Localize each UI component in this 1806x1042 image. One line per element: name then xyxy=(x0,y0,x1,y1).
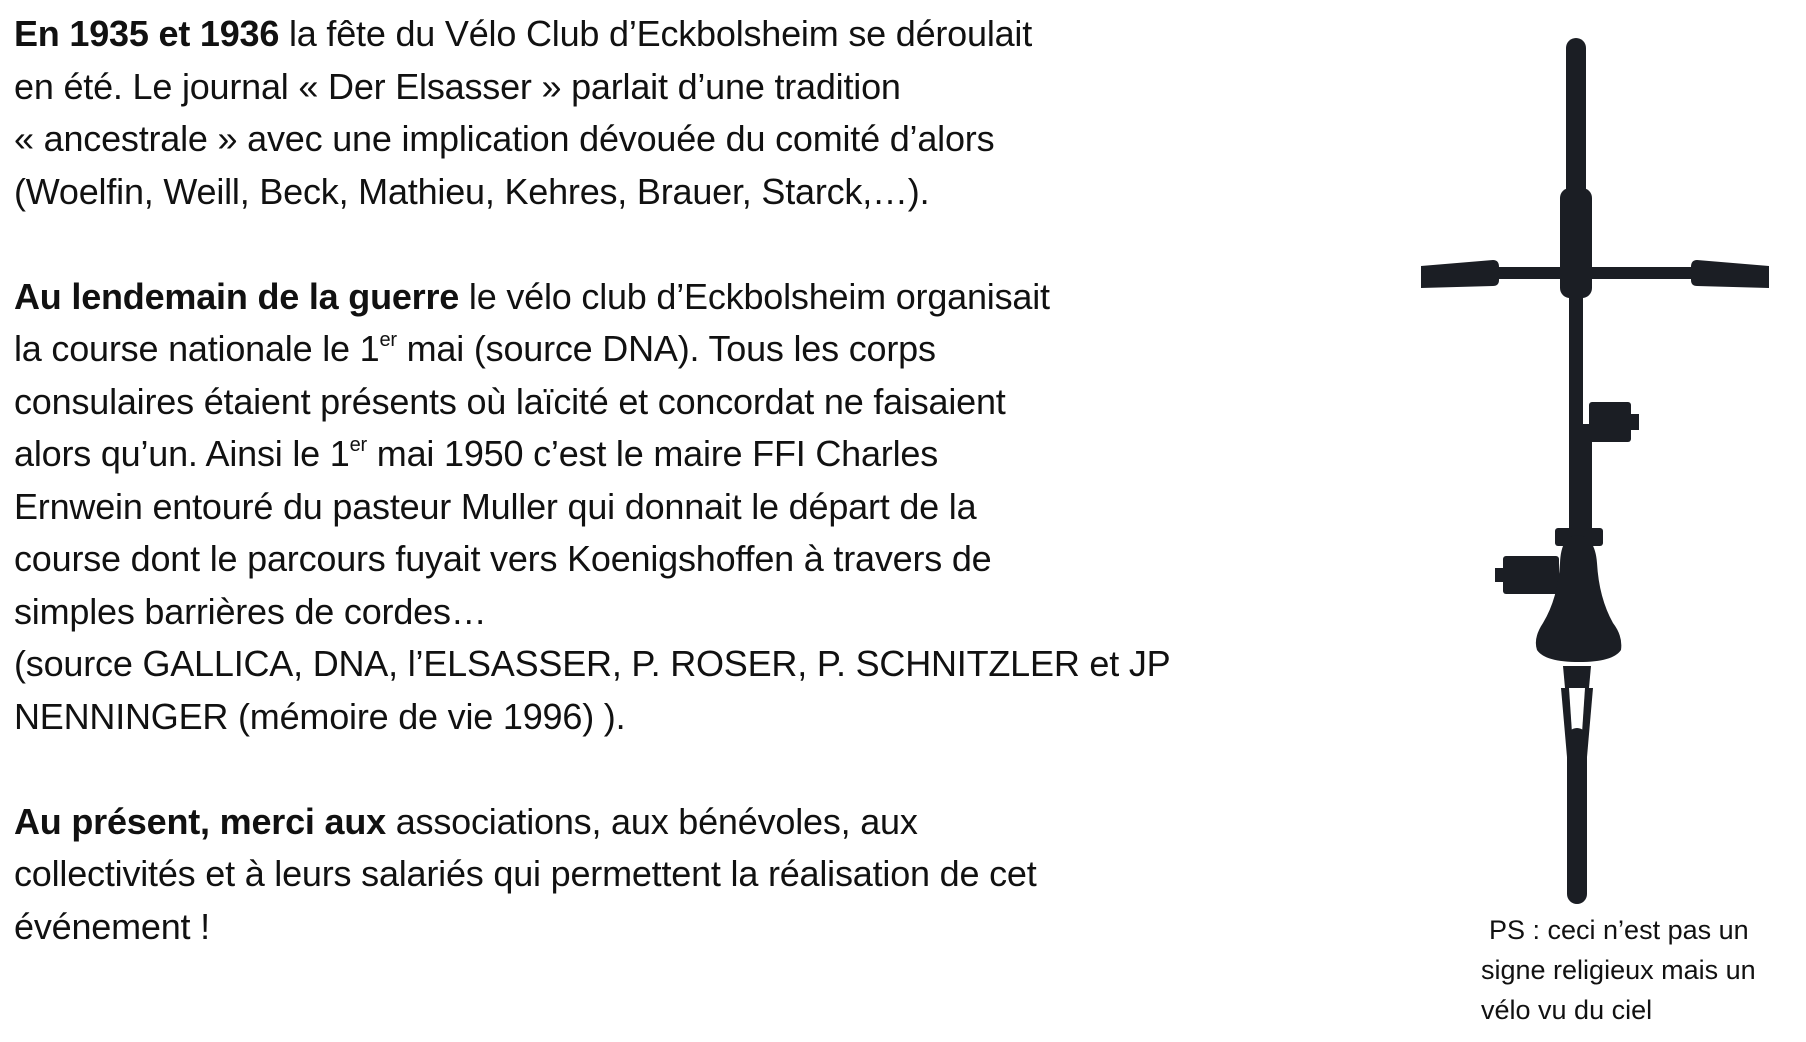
pedal-right-stub xyxy=(1629,414,1639,430)
paragraph-lead-bold: En 1935 et 1936 xyxy=(14,13,280,54)
fork xyxy=(1560,188,1592,298)
paragraph-lead-bold: Au lendemain de la guerre xyxy=(14,275,460,317)
rear-wheel xyxy=(1567,728,1587,904)
pedal-left xyxy=(1503,556,1559,594)
bicycle-silhouette xyxy=(1415,38,1775,908)
handlebar xyxy=(1485,267,1705,279)
front-wheel xyxy=(1566,38,1586,206)
paragraph-thanks: Au présent, merci aux associations, aux bénévoles, aux collectivités et à leurs salariés qui permettent la réalisation de cet événement ! xyxy=(14,800,1037,947)
bicycle-top-view-icon xyxy=(1415,38,1775,908)
left-grip xyxy=(1421,260,1499,288)
paragraph-lead-bold: Au présent, merci aux xyxy=(14,800,386,842)
main-text xyxy=(14,8,1189,953)
paragraph-post-war: Au lendemain de la guerre le vélo club d’Eckbolsheim organisait la course nationale le 1er mai (source DNA). Tous les corps consulaires étaient présents où laïcité et concordat ne faisaient alors qu’un. Ainsi le 1er mai 1950 c’est le maire FFI Charles Ernwein entouré du pasteur Muller qui donnait le départ de la course dont le parcours fuyait vers Koenigshoffen à travers de simples barrières de cordes… (source GALLICA, DNA, l’ELSASSER, P. ROSER, P. SCHNITZLER et JP NENNINGER (mémoire de vie 1996) ). xyxy=(14,271,1189,744)
chainstays xyxy=(1563,666,1591,688)
paragraph-1935-1936: En 1935 et 1936 la fête du Vélo Club d’Eckbolsheim se déroulait en été. Le journal « Der Elsasser » parlait d’une tradition « ancestrale » avec une implication dévouée du comité d’alors (Woelfin, Weill, Beck, Mathieu, Kehres, Brauer, Starck,…). xyxy=(14,13,1033,212)
ps-caption: PS : ceci n’est pas un signe religieux mais un vélo vu du ciel xyxy=(1481,915,1756,1025)
paragraph-spacer xyxy=(14,218,1189,271)
paragraph-spacer xyxy=(14,743,1189,796)
right-grip xyxy=(1691,260,1769,288)
sources-line: (source GALLICA, DNA, l’ELSASSER, P. ROSER, P. SCHNITZLER et JP xyxy=(14,643,1171,684)
sources-line: NENNINGER (mémoire de vie 1996) ). xyxy=(14,695,626,737)
saddle xyxy=(1536,535,1621,662)
pedal-right xyxy=(1589,402,1631,442)
pedal-left-stub xyxy=(1495,568,1505,582)
